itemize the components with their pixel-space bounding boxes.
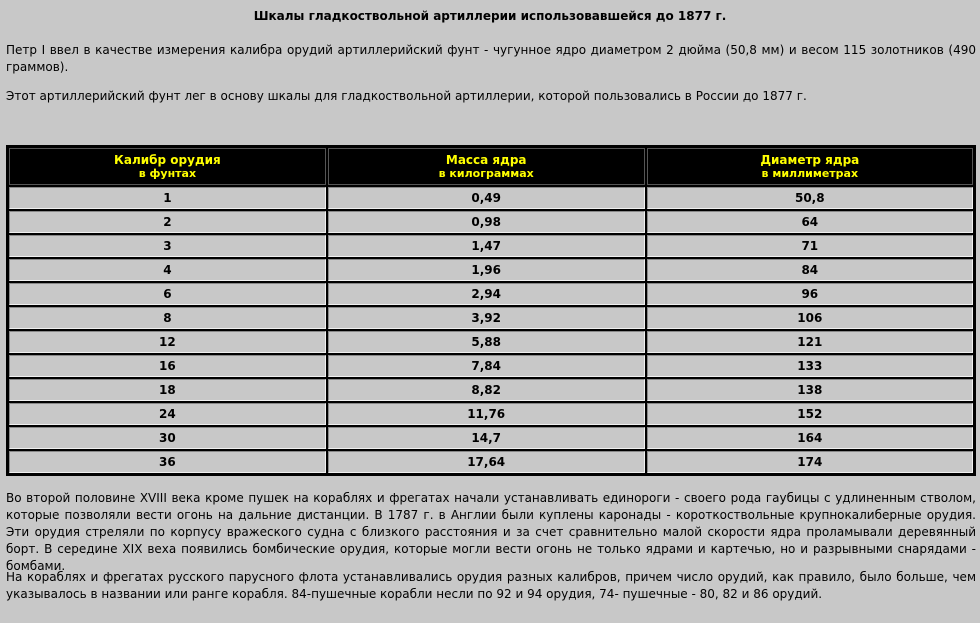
cell-diameter: 50,8 <box>647 187 973 209</box>
cell-mass: 0,98 <box>328 211 645 233</box>
scale-paragraph: Этот артиллерийский фунт лег в основу шкалы для гладкоствольной артиллерии, которой пользовались в России до 1877 г. <box>6 89 807 103</box>
table-body <box>9 187 973 473</box>
cell-caliber: 24 <box>9 403 326 425</box>
cell-caliber: 30 <box>9 427 326 449</box>
column-header-diameter <box>647 148 973 185</box>
table-row <box>9 235 973 257</box>
table-row <box>9 283 973 305</box>
column-header-caliber <box>9 148 326 185</box>
cell-mass: 2,94 <box>328 283 645 305</box>
cell-diameter: 174 <box>647 451 973 473</box>
cell-mass: 3,92 <box>328 307 645 329</box>
history-paragraph: Во второй половине XVIII века кроме пушек на кораблях и фрегатах начали устанавливать единороги - своего рода гаубицы с удлиненным стволом, которые позволяли вести огонь на дальние дистанции. В 1787 г. в Англии были куплены каронады - короткоствольные крупнокалиберные орудия. Эти орудия стреляли по корпусу вражеского судна с близкого расстояния и за счет сравнительно малой скорости ядра проламывали деревянный борт. В середине XIX веха появились бомбические орудия, которые могли вести огонь не только ядрами и картечью, но и разрывными снарядами - бомбами. <box>6 491 976 573</box>
table-row <box>9 187 973 209</box>
column-header-mass <box>328 148 645 185</box>
cell-diameter: 121 <box>647 331 973 353</box>
cell-diameter: 106 <box>647 307 973 329</box>
cell-mass: 1,96 <box>328 259 645 281</box>
cell-caliber: 8 <box>9 307 326 329</box>
intro-paragraph: Петр I ввел в качестве измерения калибра орудий артиллерийский фунт - чугунное ядро диаметром 2 дюйма (50,8 мм) и весом 115 золотников (490 граммов). <box>6 43 976 74</box>
cell-diameter: 64 <box>647 211 973 233</box>
table-row <box>9 451 973 473</box>
table-row <box>9 403 973 425</box>
cell-mass: 1,47 <box>328 235 645 257</box>
column-header-label: Калибр орудия <box>114 152 221 167</box>
table-row <box>9 331 973 353</box>
cell-caliber: 2 <box>9 211 326 233</box>
cell-diameter: 138 <box>647 379 973 401</box>
cell-mass: 17,64 <box>328 451 645 473</box>
table-row <box>9 355 973 377</box>
column-header-label: Масса ядра <box>445 152 527 167</box>
column-header-label: Диаметр ядра <box>760 152 860 167</box>
cell-mass: 7,84 <box>328 355 645 377</box>
table-row <box>9 427 973 449</box>
cell-caliber: 1 <box>9 187 326 209</box>
table-row <box>9 379 973 401</box>
cell-diameter: 84 <box>647 259 973 281</box>
cell-diameter: 96 <box>647 283 973 305</box>
table-row <box>9 211 973 233</box>
cell-diameter: 164 <box>647 427 973 449</box>
cell-diameter: 152 <box>647 403 973 425</box>
table-row <box>9 259 973 281</box>
cell-diameter: 133 <box>647 355 973 377</box>
column-header-unit: в фунтах <box>138 166 197 180</box>
cell-caliber: 4 <box>9 259 326 281</box>
column-header-unit: в килограммах <box>438 166 534 180</box>
cell-caliber: 16 <box>9 355 326 377</box>
cell-caliber: 18 <box>9 379 326 401</box>
cell-mass: 0,49 <box>328 187 645 209</box>
column-header-unit: в миллиметрах <box>761 166 859 180</box>
cell-caliber: 6 <box>9 283 326 305</box>
fleet-paragraph: На кораблях и фрегатах русского парусного флота устанавливались орудия разных калибров, причем число орудий, как правило, было больше, чем указывалось в названии или ранге корабля. 84-пушечные корабли несли по 92 и 94 орудия, 74- пушечные - 80, 82 и 86 орудий. <box>6 570 976 601</box>
caliber-table <box>6 145 976 476</box>
cell-mass: 8,82 <box>328 379 645 401</box>
cell-mass: 5,88 <box>328 331 645 353</box>
cell-mass: 14,7 <box>328 427 645 449</box>
table-row <box>9 307 973 329</box>
cell-mass: 11,76 <box>328 403 645 425</box>
cell-caliber: 12 <box>9 331 326 353</box>
table-header-row <box>9 148 973 185</box>
cell-caliber: 3 <box>9 235 326 257</box>
cell-caliber: 36 <box>9 451 326 473</box>
cell-diameter: 71 <box>647 235 973 257</box>
page-title: Шкалы гладкоствольной артиллерии использовавшейся до 1877 г. <box>253 9 727 23</box>
